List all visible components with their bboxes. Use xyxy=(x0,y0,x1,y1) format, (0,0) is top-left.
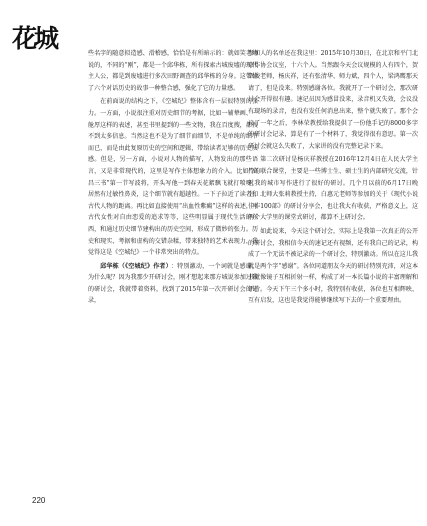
right-text-column xyxy=(248,48,418,309)
paragraph: 如此说来，今天这个研讨会，实际上是我第一次真正的公开的研讨会，我相信今天的速记还有视频，还有我自己的记录，构成了一个无法不被记录的一个研讨会，特别激动。所以在这儿我就是两个字“感谢”。各位同道朋友今天的研讨特别充沛，对这本书就像镜子互相折射一样，构成了对一本长篇小说的丰富理解和评价。今天下午三个多小时，我特别有收获，各位也互相辉映、互有启发，这也是我觉得能够继续写下去的一个重要理由。 xyxy=(248,227,418,305)
paragraph: 参加人的名单还在我这里：2015年10月30日，在北京和平门北京作协会议室，十六个人。当然跟今天会议规模的人有四个，贺绍俊老师，杨庆祥，还有张清华、师力斌，四个人，梁鸿鹰那天请了，但是没来。特别感谢各位。我就开了一个研讨会，那次研讨会开得很有趣。速记员因为感冒没来，录音机又失效，会议没有现场的录音，也没有发任何消息出来，整个就失败了。那个会议了一年之后，李林荣教授给我提供了一份他手记的8000多字的研讨会记录，算是有了一个材料了，我觉得很有意思。第一次研讨会就这么失败了，大家讲的没有完整记录下来。 xyxy=(248,50,418,150)
paragraph: 些名字的随意拟造感、滑稽感，恰恰是有所暗示的：就如笑老师说的，不同的“刚”，都是一个邱华栋，所有探索古城废墟的现代主人公，都是到废墟进行多次田野调查的邱华栋的分身。这带给了六个对话历史的故事一种整合感，强化了它的力量感。 xyxy=(88,50,258,92)
speaker-name: 邱华栋（《空城纪》作者） xyxy=(100,262,169,270)
page-number: 220 xyxy=(32,496,46,505)
speaker-text: ：特别激动，一个词就是感谢，为什么呢？因为我那少开研讨会，刚才想起来那方城说参加过我的研讨会，我就带着资料，找到了2015年第一次开研讨会的记录， xyxy=(88,262,259,305)
magazine-logo: 花城 xyxy=(12,24,57,53)
paragraph: 在前面说的结构之下，《空城纪》整体含有一层很特别的张力。一方面，小说很注重对历史细节的考据，比如一辅辇画、一舱厚这样的表述，甚至书里提到的一些文物，我在百度搜，都搜不到太多信息。当然这也不是为了细节而细节，不是单纯的细节而已，而是由此复原历史的空间和逻辑，带给读者足够的历史质感。但是，另一方面，小说对人物的描写，人物发出的那些语言，又是非常现代的，这里是写作主体想象力的介入。比如“高昌三书”第一节写波将，开头写他一到春天花絮飘飞就打喷嚏，居然有过敏性鼻炎，这个细节就有超越性。一下子拉近了读者和古代人物的距离。再比如直接使用“出血性紫癜”这样的表述，写古代女性对自由恋爱的追求等等，这些明显属于现代生活的东西，和通过历史细节建构出的历史空间，形成了微妙的张力。历史和现实、考据和虚构的交错杂糅，带来独特的艺术表现力，我觉得这是《空城纪》一个非常突出的特点。 xyxy=(88,98,258,257)
paragraph: 第二次研讨是杨庆祥教授在2016年12月4日在人民大学主持的联合课堂，主要是一些博士生、硕士生的内部研究交流，针对我的城市写作进行了很好的研讨。几个月以前的6月17日晚上，北师大张莉教授主持，白惠元老师等参加的关于《现代小说佳作100部》的研讨分享会，也让我大有收获，严格意义上，这两个大学里的课堂式研讨，都算不上研讨会。 xyxy=(248,156,418,222)
left-text-column xyxy=(88,48,258,309)
speaker-paragraph xyxy=(88,261,258,307)
